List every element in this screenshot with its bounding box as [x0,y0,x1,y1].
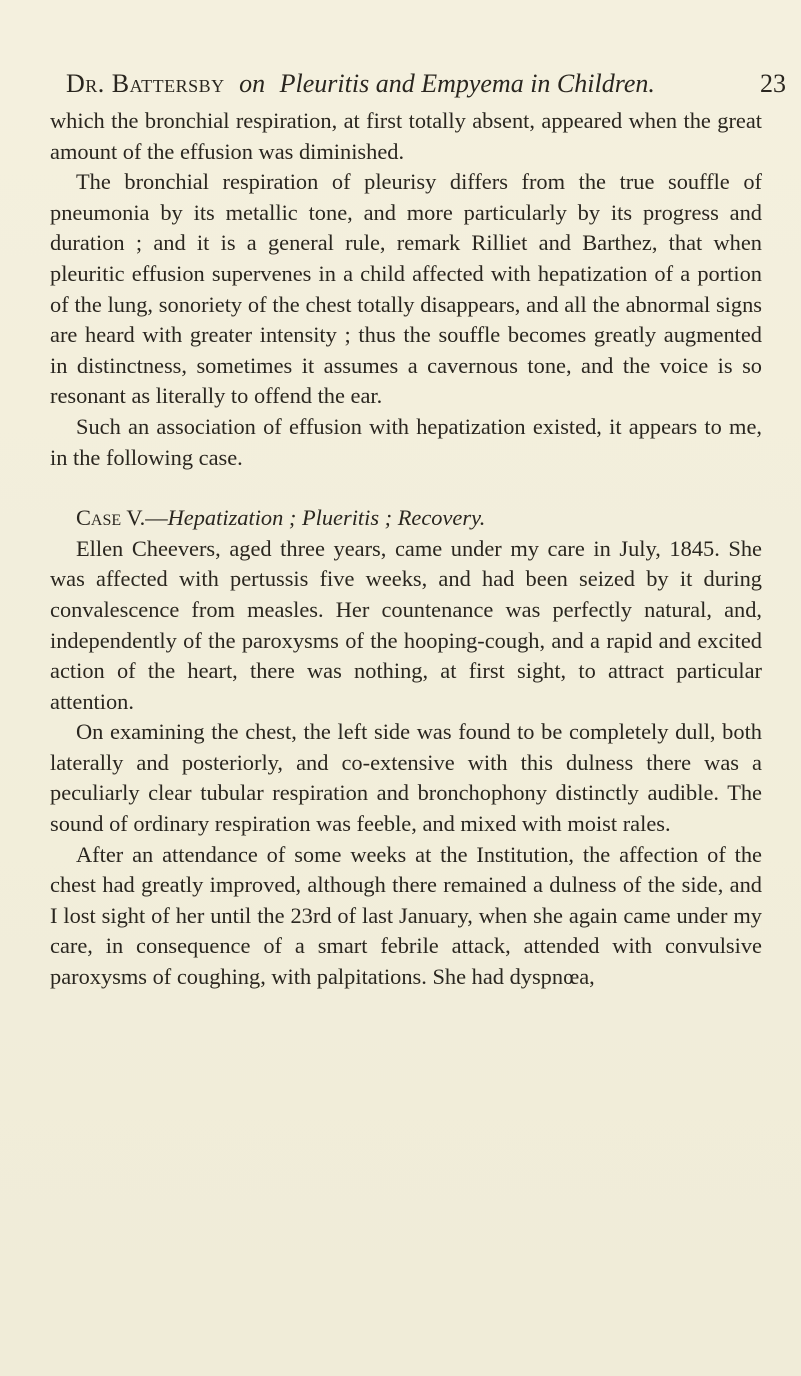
case-dash: — [145,505,168,531]
body-text [50,106,762,993]
running-head-author: Dr. Battersby [66,69,225,98]
paragraph-bronchial-respiration: The bronchial respiration of pleurisy differs from the true souffle of pneumonia by its metallic tone, and more particularly by its progress and duration ; and it is a general rule, remark Rilliet and Barthez, that when pleuritic effusion supervenes in a child affected with hepatization of a portion of the lung, sonoriety of the chest totally disappears, and all the abnormal signs are heard with greater intensity ; thus the souffle becomes greatly augmented in distinctness, sometimes it assumes a cavernous tone, and the voice is so resonant as literally to offend the ear. [50,169,762,409]
case-label: Case V. [76,505,146,531]
paragraph-follow-up: After an attendance of some weeks at the Institution, the affection of the chest had greatly improved, although there remained a dulness of the side, and I lost sight of her until the 23rd of last January, when she again came under my care, in consequence of a smart febrile attack, attended with convulsive paroxysms of coughing, with palpitations. She had dyspnœa, [50,841,762,990]
running-head-on: on [239,69,266,98]
running-head [66,64,786,104]
paragraph-case-intro: Ellen Cheevers, aged three years, came under my care in July, 1845. She was affected with pertussis five weeks, and had been seized by it during convalescence from measles. Her countenance was perfectly natural, and, independently of the paroxysms of the hooping-cough, and a rapid and excited action of the heart, there was nothing, at first sight, to attract particular attention. [50,535,762,714]
case-heading [50,503,762,534]
paragraph-continuation: which the bronchial respiration, at first totally absent, appeared when the great amount of the effusion was diminished. [50,108,762,164]
case-title: Hepatization ; Plueritis ; Recovery. [167,505,486,531]
paragraph-association: Such an association of effusion with hepatization existed, it appears to me, in the following case. [50,413,762,470]
running-head-title: Pleuritis and Empyema in Children. [279,69,655,98]
paragraph-examination: On examining the chest, the left side was found to be completely dull, both laterally and posteriorly, and co-extensive with this dulness there was a peculiarly clear tubular respiration and bronchophony distinctly audible. The sound of ordinary respiration was feeble, and mixed with moist rales. [50,719,762,837]
page-number: 23 [760,69,786,98]
section-gap [50,473,762,487]
